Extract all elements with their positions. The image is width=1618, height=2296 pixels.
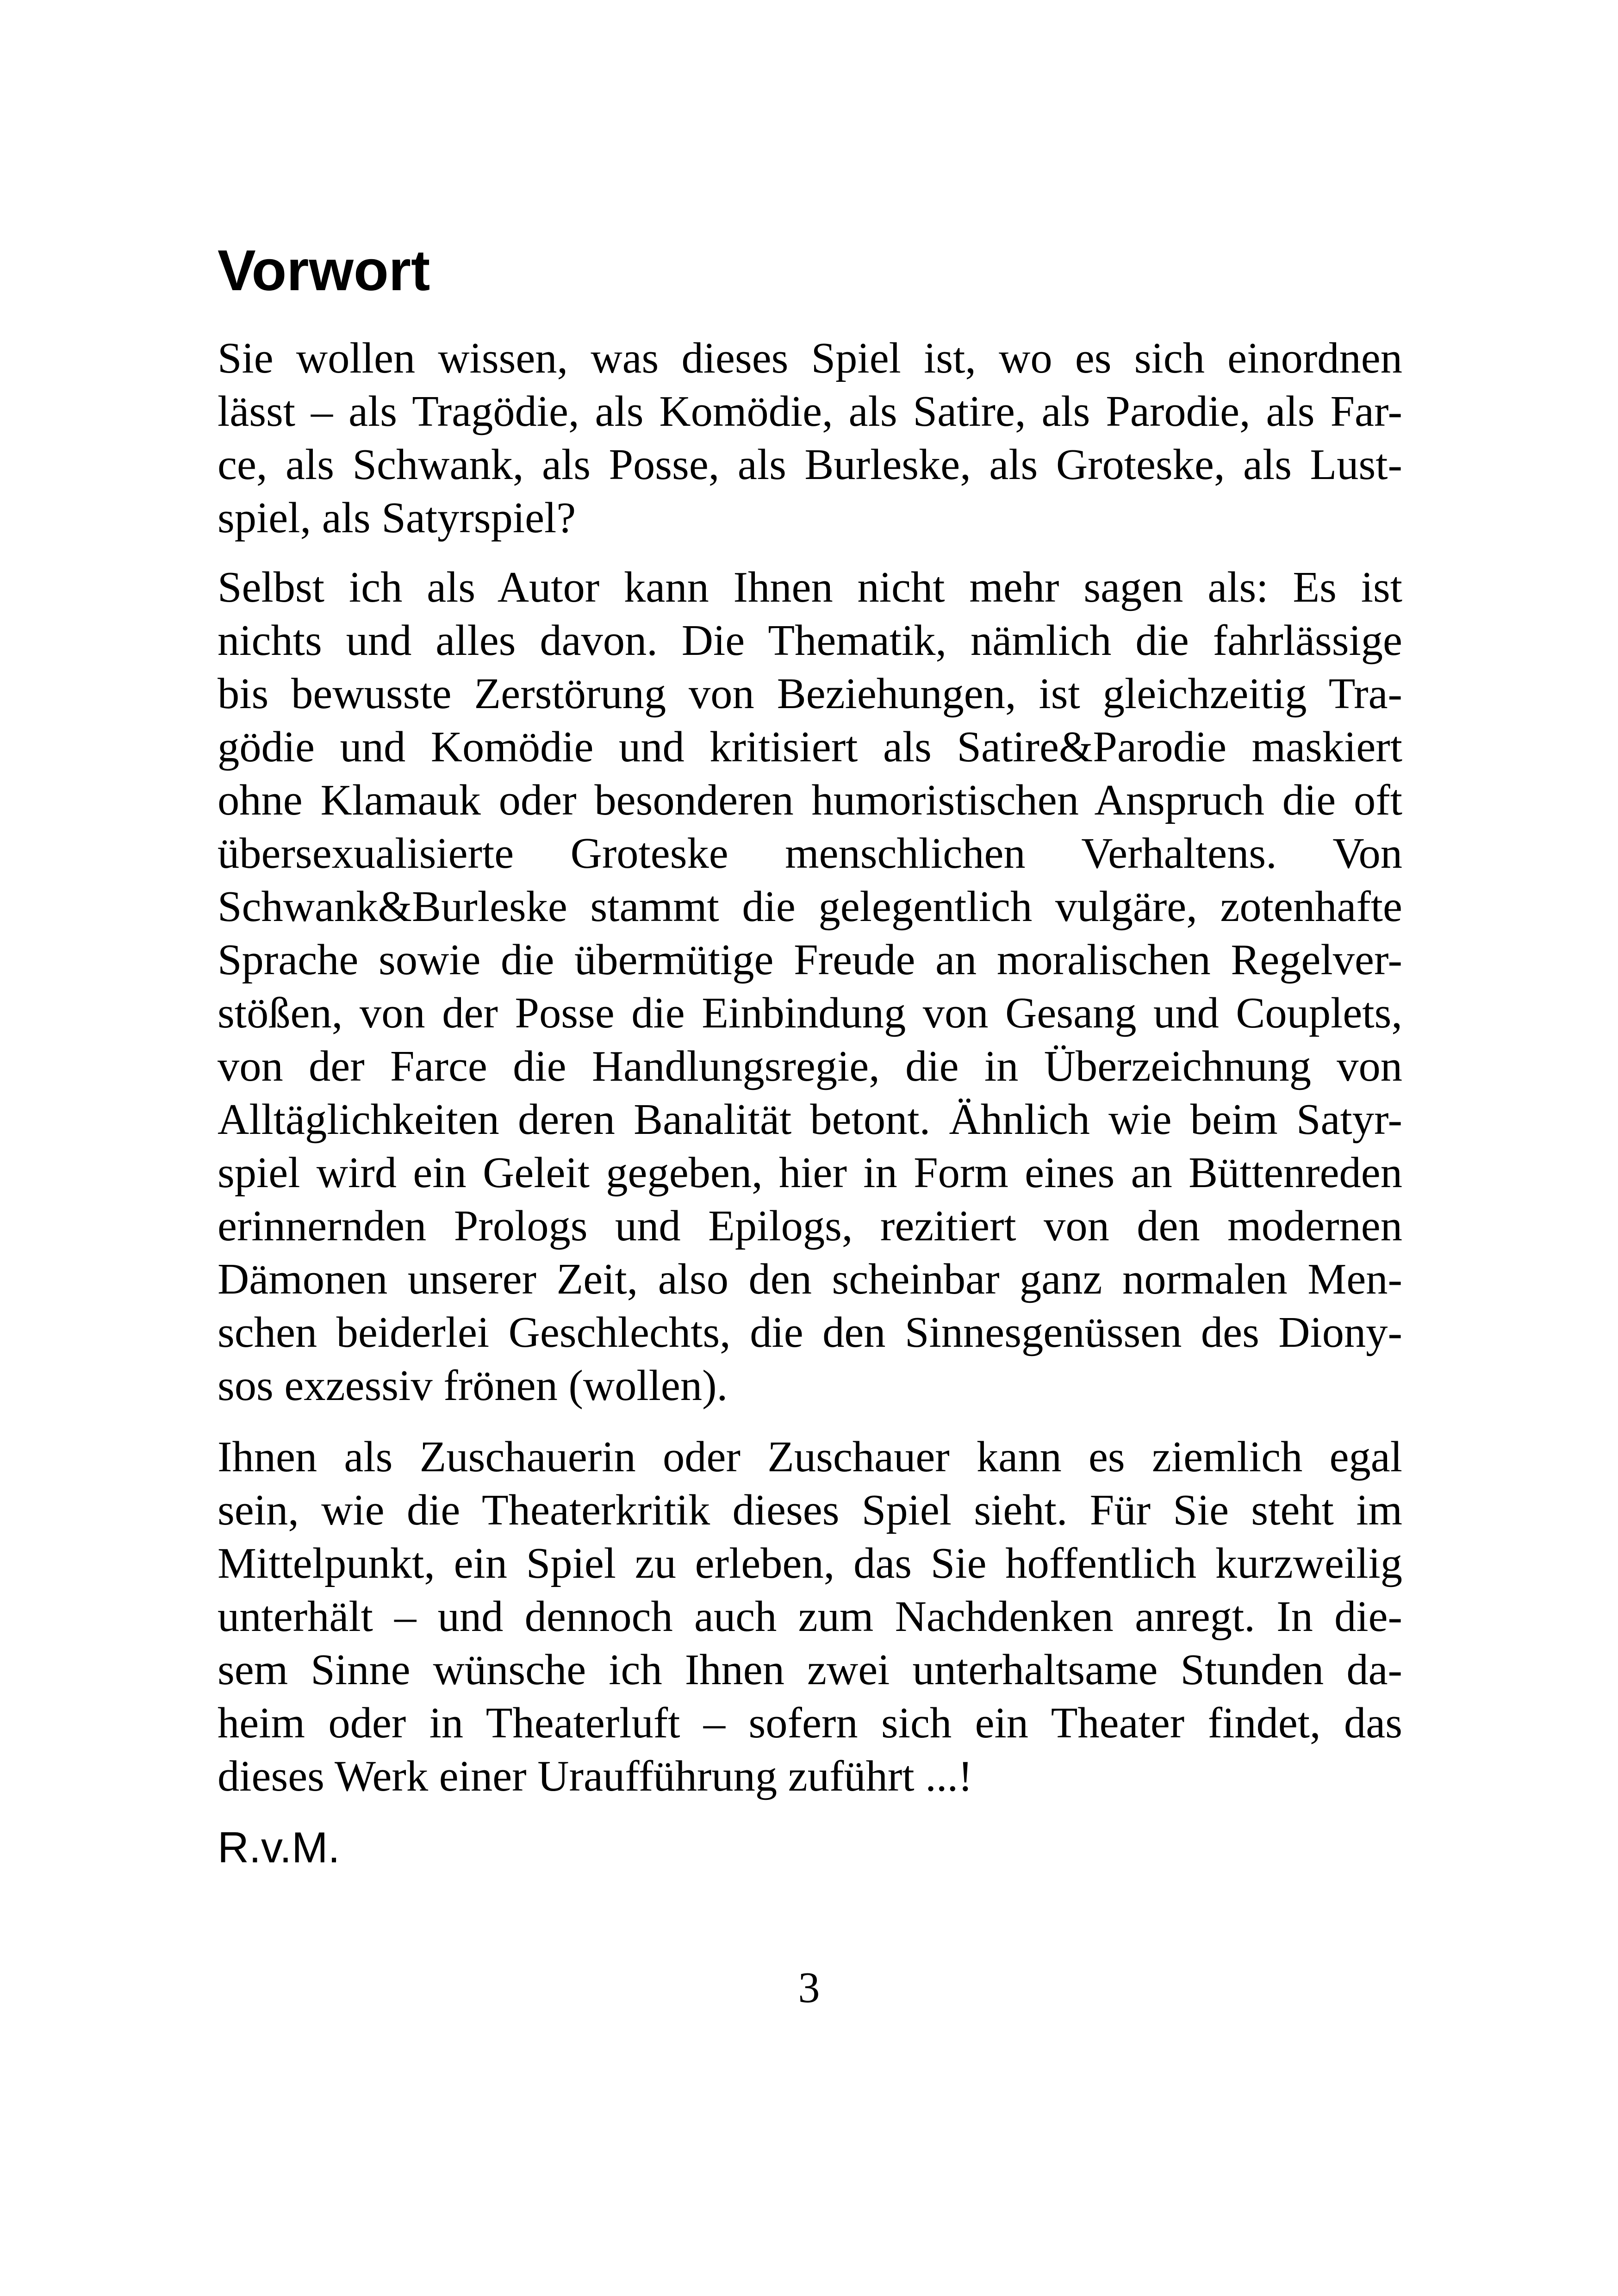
text-line: übersexualisierte Groteske menschlichen Verhaltens. Von bbox=[218, 829, 1402, 877]
text-line: gödie und Komödie und kritisiert als Satire&Parodie maskiert bbox=[218, 723, 1402, 771]
text-line: Mittelpunkt, ein Spiel zu erleben, das Sie hoffentlich kurzweilig bbox=[218, 1539, 1402, 1587]
text-line: dieses Werk einer Uraufführung zuführt ...! bbox=[218, 1752, 973, 1800]
text-line: erinnernden Prologs und Epilogs, rezitiert von den modernen bbox=[218, 1202, 1402, 1250]
text-line: Sprache sowie die übermütige Freude an moralischen Regelver- bbox=[218, 936, 1402, 984]
paragraph-2 bbox=[218, 561, 1402, 1412]
text-line: spiel wird ein Geleit gegeben, hier in Form eines an Büttenreden bbox=[218, 1149, 1402, 1197]
text-line: sein, wie die Theaterkritik dieses Spiel sieht. Für Sie steht im bbox=[218, 1486, 1402, 1534]
text-line: schen beiderlei Geschlechts, die den Sinnesgenüssen des Diony- bbox=[218, 1308, 1402, 1356]
text-line: ohne Klamauk oder besonderen humoristischen Anspruch die oft bbox=[218, 776, 1402, 824]
text-line: Ihnen als Zuschauerin oder Zuschauer kann es ziemlich egal bbox=[218, 1433, 1402, 1481]
text-line: sos exzessiv frönen (wollen). bbox=[218, 1362, 728, 1410]
text-line: nichts und alles davon. Die Thematik, nämlich die fahrlässige bbox=[218, 616, 1402, 665]
page-title: Vorwort bbox=[218, 239, 430, 303]
text-line: Schwank&Burleske stammt die gelegentlich vulgäre, zotenhafte bbox=[218, 883, 1402, 931]
page-number: 3 bbox=[798, 1964, 820, 2012]
text-line: unterhält – und dennoch auch zum Nachdenken anregt. In die- bbox=[218, 1593, 1402, 1641]
text-line: bis bewusste Zerstörung von Beziehungen, ist gleichzeitig Tra- bbox=[218, 670, 1402, 718]
author-signature: R.v.M. bbox=[218, 1823, 340, 1872]
text-line: lässt – als Tragödie, als Komödie, als Satire, als Parodie, als Far- bbox=[218, 387, 1402, 436]
paragraph-3 bbox=[218, 1431, 1402, 1803]
text-line: heim oder in Theaterluft – sofern sich ein Theater findet, das bbox=[218, 1699, 1402, 1747]
text-line: von der Farce die Handlungsregie, die in Überzeichnung von bbox=[218, 1042, 1402, 1090]
text-line: Alltäglichkeiten deren Banalität betont. Ähnlich wie beim Satyr- bbox=[218, 1095, 1402, 1144]
text-line: stößen, von der Posse die Einbindung von Gesang und Couplets, bbox=[218, 989, 1402, 1037]
text-line: Sie wollen wissen, was dieses Spiel ist, wo es sich einordnen bbox=[218, 334, 1402, 382]
text-line: sem Sinne wünsche ich Ihnen zwei unterhaltsame Stunden da- bbox=[218, 1646, 1402, 1694]
text-line: spiel, als Satyrspiel? bbox=[218, 494, 576, 542]
text-line: ce, als Schwank, als Posse, als Burleske, als Groteske, als Lust- bbox=[218, 441, 1402, 489]
text-line: Selbst ich als Autor kann Ihnen nicht mehr sagen als: Es ist bbox=[218, 563, 1402, 611]
paragraph-1 bbox=[218, 332, 1402, 545]
text-line: Dämonen unserer Zeit, also den scheinbar ganz normalen Men- bbox=[218, 1255, 1402, 1303]
